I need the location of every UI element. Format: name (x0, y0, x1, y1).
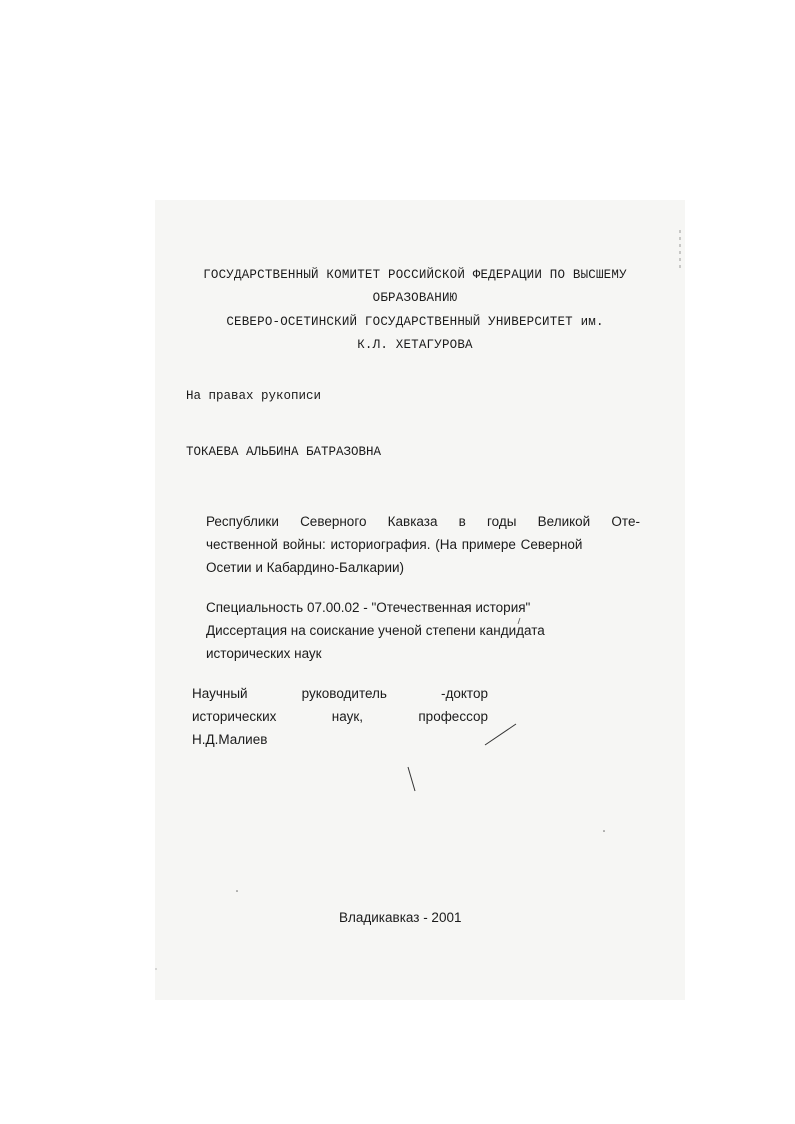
degree-line: Диссертация на соискание ученой степени кандидата (206, 623, 545, 638)
dust-speck (155, 968, 156, 969)
pen-stroke-mark (408, 767, 415, 791)
supervisor-word: -доктор (440, 686, 488, 701)
header-university-line: СЕВЕРО-ОСЕТИНСКИЙ ГОСУДАРСТВЕННЫЙ УНИВЕРСИТЕТ им. (226, 315, 604, 329)
title-word: Северного (300, 514, 367, 529)
title-word: в (458, 514, 466, 529)
author-name: ТОКАЕВА АЛЬБИНА БАТРАЗОВНА (186, 445, 382, 459)
title-word: Кавказа (387, 514, 438, 529)
pen-stroke-mark (485, 724, 516, 745)
supervisor-word: профессор (418, 709, 488, 724)
title-word: Оте- (611, 514, 640, 529)
header-education-line: ОБРАЗОВАНИЮ (372, 291, 458, 305)
dust-speck (236, 890, 238, 892)
place-and-year: Владикавказ - 2001 (339, 910, 462, 925)
dissertation-title-line-2: чественной войны: историография. (На примере Северной (206, 537, 583, 552)
supervisor-word: исторических (192, 709, 277, 724)
dust-speck (603, 830, 605, 832)
specialty-line: Специальность 07.00.02 - "Отечественная история" (206, 600, 531, 615)
title-word: Великой (537, 514, 591, 529)
supervisor-word: Научный (192, 686, 248, 701)
supervisor-name: Н.Д.Малиев (192, 732, 268, 747)
supervisor-word: наук, (331, 709, 363, 724)
title-word: годы (487, 514, 517, 529)
header-committee-line: ГОСУДАРСТВЕННЫЙ КОМИТЕТ РОССИЙСКОЙ ФЕДЕРАЦИИ ПО ВЫСШЕМУ (203, 268, 627, 282)
pen-stroke-mark (518, 618, 520, 624)
dissertation-title-line-3: Осетии и Кабардино-Балкарии) (206, 560, 405, 575)
title-word: Республики (206, 514, 279, 529)
supervisor-word: руководитель (301, 686, 387, 701)
degree-field-line: исторических наук (206, 646, 322, 661)
manuscript-note: На правах рукописи (186, 389, 322, 403)
header-university-name: К.Л. ХЕТАГУРОВА (357, 338, 473, 352)
